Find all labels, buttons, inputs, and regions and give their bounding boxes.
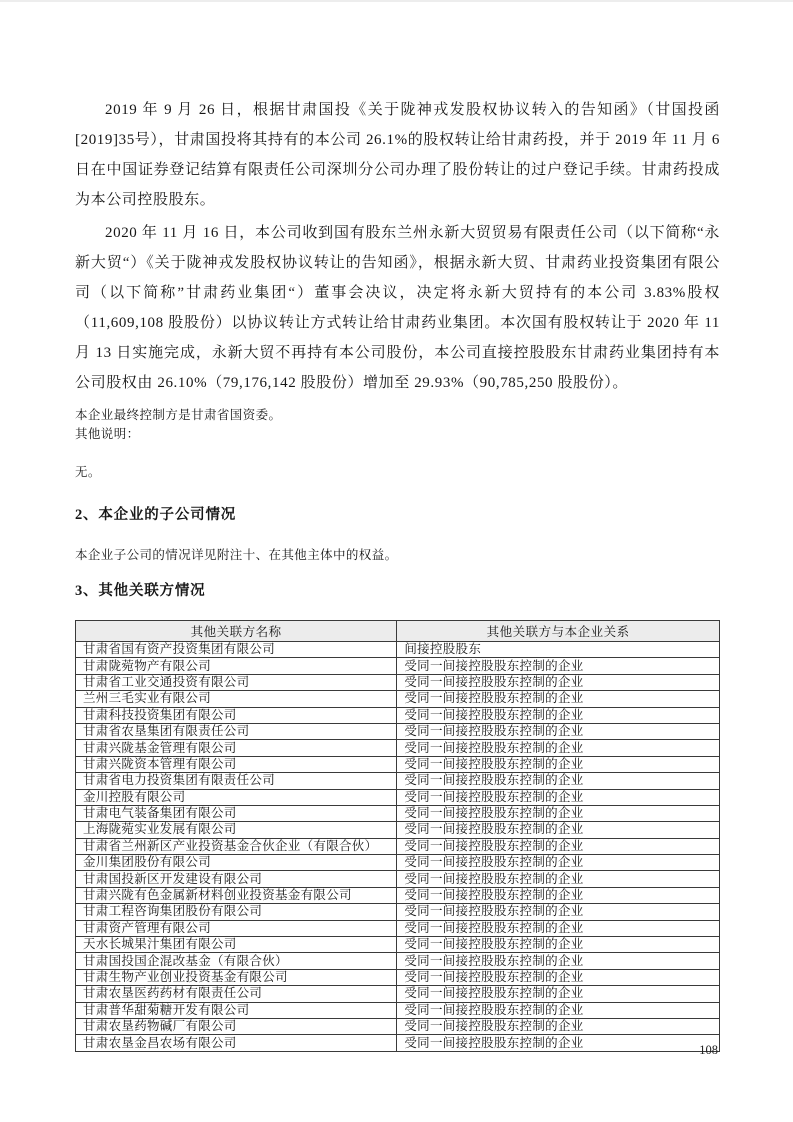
related-party-name-cell: 金川控股有限公司 [76, 789, 397, 805]
related-party-name-cell: 甘肃省农垦集团有限责任公司 [76, 723, 397, 739]
related-party-relationship-cell: 受同一间接控股股东控制的企业 [397, 1018, 720, 1034]
table-row [76, 1018, 720, 1034]
related-parties-table-body [76, 642, 720, 1052]
related-party-name-cell: 甘肃省国有资产投资集团有限公司 [76, 642, 397, 658]
related-party-name-cell: 甘肃电气装备集团有限公司 [76, 805, 397, 821]
related-party-relationship-cell: 受同一间接控股股东控制的企业 [397, 805, 720, 821]
related-party-relationship-cell: 受同一间接控股股东控制的企业 [397, 1035, 720, 1051]
related-party-relationship-cell: 受同一间接控股股东控制的企业 [397, 740, 720, 756]
page-number: 108 [699, 1043, 718, 1057]
related-party-name-cell: 甘肃工程咨询集团股份有限公司 [76, 904, 397, 920]
paragraph-2020-share-transfer: 2020 年 11 月 16 日，本公司收到国有股东兰州永新大贸贸易有限责任公司（以下简称“永新大贸“）《关于陇神戎发股权协议转让的告知函》，根据永新大贸、甘肃药业投资集团有限公司（以下简称”甘肃药业集团“）董事会决议，决定将永新大贸持有的本公司 3.83%股权（11,609,108 股股份）以协议转让方式转让给甘肃药业集团。本次国有股权转让于 2020 年 11 月 13 日实施完成，永新大贸不再持有本公司股份，本公司直接控股股东甘肃药业集团持有本公司股权由 26.10%（79,176,142 股股份）增加至 29.93%（90,785,250 股股份）。 [75, 225, 720, 391]
related-party-relationship-cell: 受同一间接控股股东控制的企业 [397, 986, 720, 1002]
related-party-name-cell: 甘肃兴陇基金管理有限公司 [76, 740, 397, 756]
related-party-relationship-cell: 受同一间接控股股东控制的企业 [397, 838, 720, 854]
table-row [76, 674, 720, 690]
table-row [76, 805, 720, 821]
related-party-name-cell: 甘肃省工业交通投资有限公司 [76, 674, 397, 690]
related-party-name-cell: 金川集团股份有限公司 [76, 855, 397, 871]
section-body-subsidiaries: 本企业子公司的情况详见附注十、在其他主体中的权益。 [75, 548, 398, 562]
table-row [76, 822, 720, 838]
related-party-relationship-cell: 受同一间接控股股东控制的企业 [397, 773, 720, 789]
related-party-relationship-cell: 受同一间接控股股东控制的企业 [397, 871, 720, 887]
related-party-relationship-cell: 受同一间接控股股东控制的企业 [397, 658, 720, 674]
related-party-name-cell: 甘肃陇菀物产有限公司 [76, 658, 397, 674]
related-party-name-cell: 甘肃科技投资集团有限公司 [76, 707, 397, 723]
related-party-relationship-cell: 受同一间接控股股东控制的企业 [397, 904, 720, 920]
table-header-related-party-name: 其他关联方名称 [76, 621, 397, 642]
related-party-relationship-cell: 受同一间接控股股东控制的企业 [397, 920, 720, 936]
table-row [76, 707, 720, 723]
table-row [76, 723, 720, 739]
related-party-relationship-cell: 受同一间接控股股东控制的企业 [397, 937, 720, 953]
table-row [76, 887, 720, 903]
table-row [76, 953, 720, 969]
table-row [76, 756, 720, 772]
table-row [76, 773, 720, 789]
table-row [76, 871, 720, 887]
paragraph-2019-share-transfer: 2019 年 9 月 26 日，根据甘肃国投《关于陇神戎发股权协议转入的告知函》（甘国投函[2019]35号），甘肃国投将其持有的本公司 26.1%的股权转让给甘肃药投，并于 2019 年 11 月 6 日在中国证券登记结算有限责任公司深圳分公司办理了股份转让的过户登记手续。甘肃药投成为本公司控股股东。 [75, 102, 720, 208]
ultimate-controller-note: 本企业最终控制方是甘肃省国资委。 [75, 408, 282, 422]
page-content [0, 2, 793, 1052]
table-row [76, 642, 720, 658]
table-row [76, 740, 720, 756]
related-party-relationship-cell: 受同一间接控股股东控制的企业 [397, 1002, 720, 1018]
related-party-relationship-cell: 受同一间接控股股东控制的企业 [397, 789, 720, 805]
table-row [76, 969, 720, 985]
related-party-relationship-cell: 受同一间接控股股东控制的企业 [397, 855, 720, 871]
related-party-name-cell: 上海陇菀实业发展有限公司 [76, 822, 397, 838]
related-party-name-cell: 甘肃生物产业创业投资基金有限公司 [76, 969, 397, 985]
related-party-name-cell: 甘肃资产管理有限公司 [76, 920, 397, 936]
table-row [76, 838, 720, 854]
table-row [76, 658, 720, 674]
other-notes-label: 其他说明： [75, 427, 140, 441]
related-party-name-cell: 甘肃普华甜菊糖开发有限公司 [76, 1002, 397, 1018]
related-party-relationship-cell: 受同一间接控股股东控制的企业 [397, 969, 720, 985]
related-party-name-cell: 甘肃兴陇资本管理有限公司 [76, 756, 397, 772]
related-party-relationship-cell: 受同一间接控股股东控制的企业 [397, 674, 720, 690]
related-party-name-cell: 甘肃农垦金昌农场有限公司 [76, 1035, 397, 1051]
table-row [76, 904, 720, 920]
table-row [76, 920, 720, 936]
other-notes-value: 无。 [75, 465, 101, 479]
related-party-name-cell: 甘肃国投新区开发建设有限公司 [76, 871, 397, 887]
related-party-relationship-cell: 受同一间接控股股东控制的企业 [397, 822, 720, 838]
table-row [76, 986, 720, 1002]
related-party-relationship-cell: 受同一间接控股股东控制的企业 [397, 691, 720, 707]
table-row [76, 691, 720, 707]
related-party-relationship-cell: 受同一间接控股股东控制的企业 [397, 953, 720, 969]
table-header-row [76, 621, 720, 642]
related-party-name-cell: 甘肃农垦医药药材有限责任公司 [76, 986, 397, 1002]
related-party-relationship-cell: 间接控股股东 [397, 642, 720, 658]
related-party-name-cell: 甘肃省电力投资集团有限责任公司 [76, 773, 397, 789]
section-heading-subsidiaries: 2、本企业的子公司情况 [75, 507, 237, 523]
related-parties-table [75, 620, 720, 1052]
related-party-name-cell: 兰州三毛实业有限公司 [76, 691, 397, 707]
related-party-relationship-cell: 受同一间接控股股东控制的企业 [397, 756, 720, 772]
table-row [76, 937, 720, 953]
table-row [76, 789, 720, 805]
table-row [76, 1035, 720, 1051]
table-header-relationship: 其他关联方与本企业关系 [397, 621, 720, 642]
related-party-name-cell: 甘肃兴陇有色金属新材料创业投资基金有限公司 [76, 887, 397, 903]
related-party-relationship-cell: 受同一间接控股股东控制的企业 [397, 887, 720, 903]
related-party-name-cell: 甘肃省兰州新区产业投资基金合伙企业（有限合伙） [76, 838, 397, 854]
related-party-relationship-cell: 受同一间接控股股东控制的企业 [397, 723, 720, 739]
related-party-name-cell: 天水长城果汁集团有限公司 [76, 937, 397, 953]
section-heading-other-related-parties: 3、其他关联方情况 [75, 583, 206, 599]
table-row [76, 1002, 720, 1018]
related-party-name-cell: 甘肃国投国企混改基金（有限合伙） [76, 953, 397, 969]
related-party-relationship-cell: 受同一间接控股股东控制的企业 [397, 707, 720, 723]
table-row [76, 855, 720, 871]
related-party-name-cell: 甘肃农垦药物碱厂有限公司 [76, 1018, 397, 1034]
